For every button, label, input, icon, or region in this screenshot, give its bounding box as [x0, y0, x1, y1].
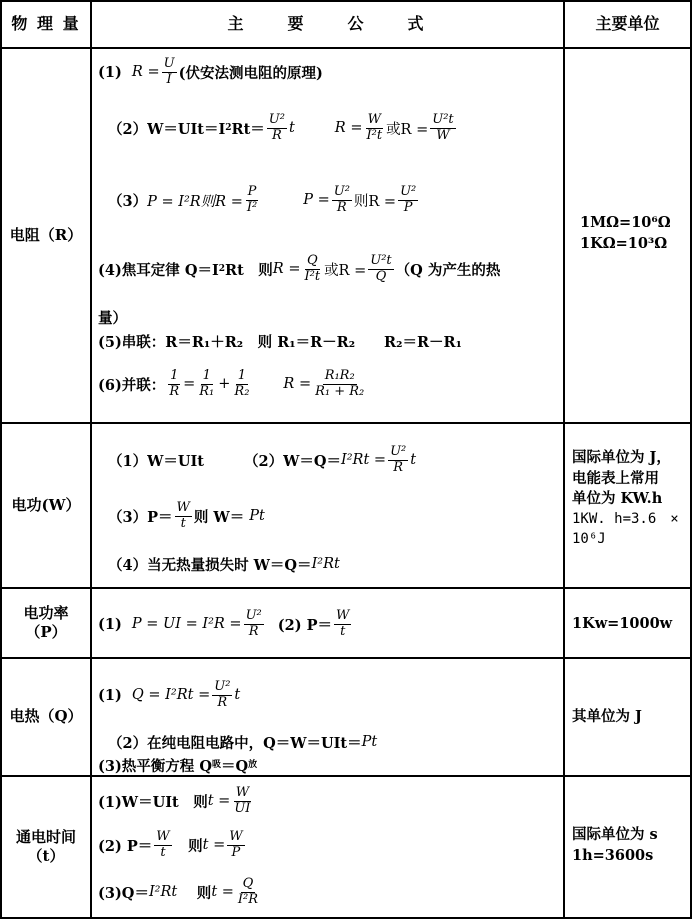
denominator: R	[169, 383, 180, 399]
denominator: P	[403, 199, 413, 215]
formula-label: (6)并联：	[98, 376, 166, 394]
header-unit: 主要单位	[595, 14, 660, 34]
formula-text: Rt＝	[231, 120, 265, 138]
unit-text: 1KW. h=3.6 ×	[572, 510, 679, 527]
fraction	[162, 57, 177, 88]
fraction	[313, 369, 366, 400]
time-formula-2	[98, 824, 247, 866]
unit-text: 10⁶J	[572, 530, 606, 547]
row-name-line: （t）	[27, 847, 65, 865]
formula-note: (伏安法测电阻的原理)	[178, 64, 323, 82]
fraction	[245, 185, 259, 216]
formula-text: (3)Q＝	[98, 884, 149, 902]
formula-text: R =	[131, 64, 160, 80]
denominator: R	[393, 459, 404, 475]
formula-text: ＝Q	[221, 757, 249, 775]
formula-text: Rt 则	[225, 261, 273, 279]
formula-text: 则R =	[353, 193, 397, 210]
numerator: P	[247, 183, 257, 199]
denominator: Q	[375, 268, 387, 284]
formula-text: 则	[173, 837, 203, 855]
unit-text: 1KΩ=10³Ω	[580, 235, 668, 253]
unit-text: 国际单位为 J，	[572, 449, 671, 466]
row-name-power	[2, 589, 90, 657]
formula-text: I²Rt	[148, 884, 178, 900]
resistance-formula-2: （2）W＝UIt＝I 2 Rt＝ $\frac{\text{U²}}{R}$ t R = $\frac{W}{\text{I²t}}$ 或R = $\frac{\text{U²t}}{W}$	[108, 111, 454, 143]
numerator: U²	[390, 443, 407, 459]
fraction	[212, 680, 232, 711]
fraction	[334, 609, 351, 640]
denominator: t	[180, 515, 186, 531]
denominator: R₁ + R₂	[315, 383, 365, 399]
denominator: I²R	[237, 891, 259, 907]
numerator: U	[163, 55, 175, 71]
fraction	[430, 113, 455, 144]
denominator: t	[340, 623, 346, 639]
numerator: U²	[333, 183, 350, 199]
formula-text: 或R =	[324, 262, 367, 279]
work-formula-3	[108, 552, 340, 576]
formula-note: （Q 为产生的热	[395, 261, 501, 279]
heat-formula-3: (3)热平衡方程 Q 吸 ＝Q 放	[98, 753, 257, 777]
unit-work	[572, 448, 679, 549]
fraction	[167, 369, 181, 400]
numerator: U²	[268, 111, 285, 127]
denominator: t	[160, 844, 166, 860]
power-formula-1	[98, 602, 353, 646]
numerator: 1	[170, 367, 179, 383]
formula-text: +	[218, 376, 231, 392]
numerator: U²t	[432, 111, 454, 127]
numerator: Q	[242, 875, 254, 891]
fraction	[267, 113, 287, 144]
fraction	[332, 185, 352, 216]
fraction	[232, 369, 251, 400]
unit-text: 单位为 KW.h	[572, 490, 663, 508]
denominator: P	[231, 844, 241, 860]
row-name-resistance: 电阻（R）	[9, 225, 83, 244]
work-formula-2	[108, 496, 265, 536]
numerator: Q	[306, 252, 318, 268]
formula-text: （2）W＝UIt＝I	[108, 120, 226, 138]
fraction	[227, 830, 244, 861]
numerator: W	[235, 784, 250, 800]
denominator: R₁	[199, 383, 215, 399]
header-quantity: 物 理 量	[11, 14, 81, 34]
formula-label: (1)	[98, 615, 122, 633]
numerator: U²	[400, 183, 417, 199]
formula-text: (3)热平衡方程 Q	[98, 757, 212, 775]
numerator: W	[156, 828, 170, 844]
denominator: R	[336, 199, 347, 215]
formula-text: R =	[283, 376, 312, 392]
fraction	[302, 254, 322, 285]
formula-text: (4)焦耳定律 Q＝I	[98, 261, 219, 279]
heat-formula-1	[98, 672, 240, 718]
formula-text: t =	[207, 793, 231, 809]
formula-label: （3）	[108, 192, 148, 210]
row-name-line: 电功率	[23, 603, 69, 622]
formula-text: =	[183, 376, 196, 392]
fraction	[236, 877, 260, 908]
denominator: R	[271, 127, 282, 143]
resistance-formula-5: (5)串联：R＝R₁＋R₂ 则 R₁＝R－R₂ R₂＝R－R₁	[98, 333, 462, 351]
formula-text: Q = I²Rt =	[131, 687, 211, 703]
formula-text: P = UI = I²R =	[131, 616, 242, 632]
numerator: U²	[245, 607, 262, 623]
fraction	[232, 786, 252, 817]
formula-text: t =	[202, 837, 226, 853]
unit-text: 1h=3600s	[572, 847, 654, 865]
heat-formula-2	[108, 730, 377, 754]
denominator: I²t	[366, 127, 383, 143]
unit-power: 1Kw=1000w	[572, 615, 673, 632]
formula-text: t	[288, 120, 295, 136]
denominator: W	[436, 127, 450, 143]
row-divider	[0, 587, 692, 589]
unit-text: 国际单位为 s	[572, 826, 658, 843]
resistance-formula-3	[108, 180, 420, 220]
row-name-line: 通电时间	[15, 827, 76, 846]
formula-text: Pt	[361, 734, 378, 750]
denominator: I²	[246, 199, 258, 215]
formula-text: 或R =	[386, 121, 429, 138]
unit-resistance	[580, 212, 671, 254]
row-divider	[0, 47, 692, 49]
work-formula-1	[108, 440, 416, 480]
formula-text: I²Rt	[311, 556, 340, 572]
formula-text: I²Rt =	[341, 452, 387, 468]
formula-text: （2）在纯电阻电路中，Q＝W＝UIt＝	[108, 734, 362, 752]
denominator: I²t	[304, 268, 321, 284]
numerator: U²	[214, 678, 231, 694]
formula-text: （4）当无热量损失时 W＝Q＝	[108, 556, 312, 574]
denominator: R	[217, 694, 228, 710]
resistance-formula-4-cont: 量）	[98, 309, 127, 327]
fraction	[154, 830, 171, 861]
column-divider	[90, 0, 92, 919]
formula-text: R =	[272, 261, 301, 277]
formula-text: t =	[211, 884, 234, 900]
denominator: R₂	[234, 383, 250, 399]
time-formula-3	[98, 870, 262, 914]
formula-text: (1)W＝UIt 则	[98, 793, 208, 811]
fraction	[368, 254, 393, 285]
numerator: W	[367, 111, 381, 127]
formula-text: 则	[177, 884, 212, 902]
formula-text: (2) P＝	[98, 837, 153, 855]
numerator: W	[336, 607, 350, 623]
numerator: W	[176, 499, 190, 515]
denominator: I	[166, 71, 172, 87]
formula-text: Pt	[249, 508, 265, 524]
resistance-formula-4: (4)焦耳定律 Q＝I 2 Rt 则 R = $\frac{Q}{\text{I²t}}$ 或R = $\frac{\text{U²t}}{Q}$ （Q 为产生的热	[98, 252, 501, 284]
fraction	[364, 113, 384, 144]
formula-text: 则 W＝	[193, 508, 245, 526]
formula-text: R =	[334, 120, 363, 136]
denominator: UI	[234, 800, 251, 816]
formula-text: t	[234, 687, 241, 703]
row-name-work: 电功(W）	[11, 495, 81, 514]
time-formula-1	[98, 780, 254, 822]
numerator: 1	[237, 367, 247, 383]
numerator: 1	[202, 367, 211, 383]
resistance-formula-1	[98, 55, 323, 89]
row-name-time	[2, 777, 90, 917]
row-divider	[0, 422, 692, 424]
numerator: U²t	[370, 252, 392, 268]
numerator: R₁R₂	[324, 367, 355, 383]
row-divider	[0, 657, 692, 659]
unit-time	[572, 824, 658, 866]
denominator: R	[248, 623, 259, 639]
fraction	[175, 501, 192, 532]
row-name-line: （P）	[25, 623, 67, 641]
unit-heat: 其单位为 J	[572, 708, 642, 725]
unit-text: 1MΩ=10⁶Ω	[580, 214, 671, 231]
fraction	[244, 609, 264, 640]
formula-text: （3）P＝	[108, 508, 173, 526]
formula-label: (1)	[98, 686, 122, 704]
numerator: W	[229, 828, 243, 844]
resistance-formula-6	[98, 362, 368, 406]
formula-label: (1)	[98, 63, 122, 81]
formula-text: P =	[303, 192, 330, 208]
formula-text: （2）W＝Q＝	[244, 452, 342, 470]
unit-text: 电能表上常用	[572, 469, 659, 487]
header-formula: 主 要 公 式	[227, 14, 428, 34]
column-divider	[563, 0, 565, 919]
fraction	[388, 445, 408, 476]
formula-text: （1）W＝UIt	[108, 452, 204, 470]
row-name-heat: 电热（Q）	[9, 707, 83, 726]
formula-text: (2) P＝	[277, 616, 333, 634]
fraction	[197, 369, 216, 400]
fraction	[398, 185, 418, 216]
formula-text: P = I²R则R =	[147, 193, 243, 210]
formula-text: t	[410, 452, 417, 468]
